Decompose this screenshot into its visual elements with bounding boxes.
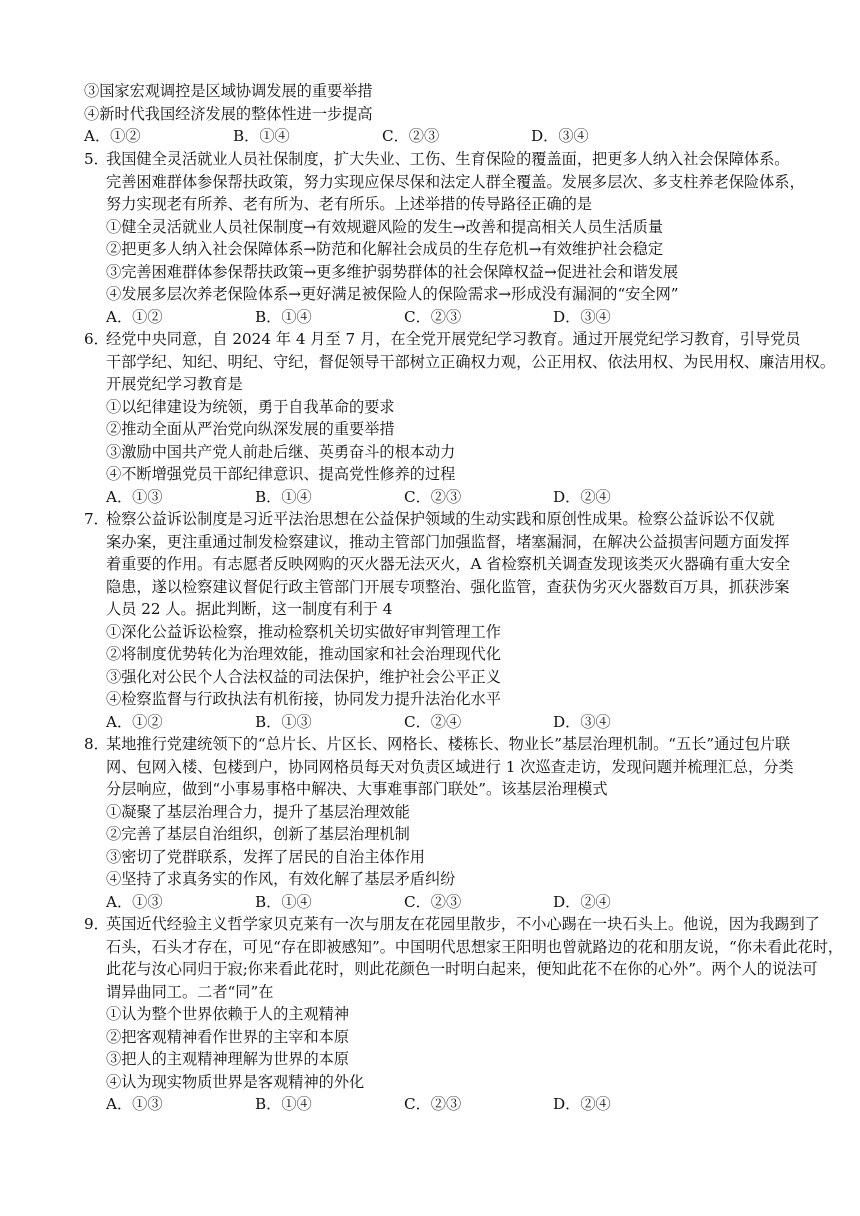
question-stem-line: 努力实现老有所养、老有所为、老有所乐。上述举措的传导路径正确的是	[106, 195, 592, 213]
question-9	[84, 913, 844, 1116]
question-number: 6．	[84, 330, 109, 348]
question-7	[84, 508, 791, 733]
option-d: D．②④	[553, 487, 611, 506]
question-stem-line: 着重要的作用。有志愿者反映网购的灭火器无法灭火，A 省检察机关调查发现该类灭火器确有重大安全	[106, 555, 791, 573]
statement-item: ②推动全面从严治党向纵深发展的重要举措	[106, 420, 395, 438]
option-d: D．③④	[553, 712, 611, 731]
statement-item: ③强化对公民个人合法权益的司法保护，维护社会公平正义	[106, 667, 501, 686]
statement-item: ④认为现实物质世界是客观精神的外化	[106, 1072, 365, 1091]
statement-item: ③密切了党群联系，发挥了居民的自治主体作用	[106, 847, 425, 866]
question-8	[84, 733, 794, 913]
option-b: B．①④	[233, 127, 290, 145]
option-c: C．②③	[404, 307, 462, 326]
statement-item: ③激励中国共产党人前赴后继、英勇奋斗的根本动力	[106, 442, 456, 461]
statement-item: ④不断增强党员干部纪律意识、提高党性修养的过程	[106, 465, 456, 483]
statement-item: ④坚持了求真务实的作风，有效化解了基层矛盾纠纷	[106, 870, 456, 888]
question-5	[84, 148, 805, 328]
option-c: C．②④	[404, 712, 462, 731]
answer-options	[84, 125, 784, 148]
statement-item: ④发展多层次养老保险体系→更好满足被保险人的保险需求→形成没有漏洞的“安全网”	[106, 285, 679, 303]
option-a: A．①②	[84, 127, 141, 145]
question-stem-line: 网、包网入楼、包楼到户，协同网格员每天对负责区域进行 1 次巡查走访，发现问题并梳理汇总，分类	[106, 757, 794, 776]
question-4-tail	[84, 80, 784, 148]
answer-options	[84, 711, 784, 734]
statement-item: ③把人的主观精神理解为世界的本原	[106, 1050, 349, 1068]
option-d: D．③④	[553, 307, 611, 326]
question-stem-line: 完善困难群体参保帮扶政策，努力实现应保尽保和法定人群全覆盖。发展多层次、多支柱养老保险体系，	[106, 172, 805, 191]
statement-item: ①认为整个世界依赖于人的主观精神	[106, 1005, 349, 1023]
option-d: D．②④	[553, 1095, 611, 1113]
question-number: 5．	[84, 150, 109, 168]
question-stem-line: 7．检察公益诉讼制度是习近平法治思想在公益保护领域的生动实践和原创性成果。检察公益诉讼不仅就	[84, 508, 784, 531]
option-a: A．①②	[106, 307, 163, 326]
statement-item: ②完善了基层自治组织，创新了基层治理机制	[106, 825, 410, 843]
statement-item: ②将制度优势转化为治理效能，推动国家和社会治理现代化	[106, 645, 501, 663]
question-stem-line: 干部学纪、知纪、明纪、守纪，督促领导干部树立正确权力观，公正用权、依法用权、为民用权、廉洁用权。	[106, 352, 835, 371]
option-b: B．①④	[255, 307, 312, 326]
question-stem-line: 案办案，更注重通过制发检察建议，推动主管部门加强监督，堵塞漏洞，在解决公益损害问题方面发挥	[106, 532, 790, 551]
statement-item: ③完善困难群体参保帮扶政策→更多维护弱势群体的社会保障权益→促进社会和谐发展	[106, 262, 679, 281]
question-stem-line: 6．经党中央同意，自 2024 年 4 月至 7 月，在全党开展党纪学习教育。通过开展党纪学习教育，引导党员	[84, 328, 784, 351]
statement-item: ①凝聚了基层治理合力，提升了基层治理效能	[106, 802, 410, 821]
option-a: A．①③	[106, 487, 163, 506]
option-a: A．①②	[106, 712, 163, 731]
option-b: B．①④	[255, 487, 312, 506]
item-3: ③国家宏观调控是区域协调发展的重要举措	[84, 82, 373, 100]
option-d: D．②④	[553, 892, 611, 911]
answer-options	[84, 306, 784, 329]
question-stem-line: 9．英国近代经验主义哲学家贝克莱有一次与朋友在花园里散步，不小心踢在一块石头上。他说，因为我踢到了	[84, 913, 784, 936]
question-stem-line: 此花与汝心同归于寂;你来看此花时，则此花颜色一时明白起来，便知此花不在你的心外”。两个人的说法可	[106, 960, 818, 978]
answer-options	[84, 891, 784, 914]
option-b: B．①③	[255, 712, 312, 731]
option-d: D．③④	[531, 127, 589, 145]
option-b: B．①④	[255, 1095, 312, 1113]
option-b: B．①④	[255, 892, 312, 911]
statement-item: ②把更多人纳入社会保障体系→防范和化解社会成员的生存危机→有效维护社会稳定	[106, 240, 664, 258]
question-number: 7．	[84, 510, 109, 528]
statement-item: ①以纪律建设为统领，勇于自我革命的要求	[106, 397, 395, 416]
option-c: C．②③	[404, 892, 462, 911]
question-stem-line: 石头，石头才存在，可见“存在即被感知”。中国明代思想家王阳明也曾就路边的花和朋友说，“你未看此花时，	[106, 937, 844, 956]
question-stem-line: 谓异曲同工。二者“同”在	[106, 982, 274, 1001]
question-number: 9．	[84, 915, 109, 933]
question-stem-line: 隐患，遂以检察建议督促行政主管部门开展专项整治、强化监管，查获伪劣灭火器数百万具，抓获涉案	[106, 577, 790, 596]
question-stem-line: 分层响应，做到“小事易事格中解决、大事难事部门联处”。该基层治理模式	[106, 780, 608, 798]
question-number: 8．	[84, 735, 109, 753]
option-c: C．②③	[382, 127, 440, 145]
option-a: A．①③	[106, 892, 163, 911]
question-6	[84, 328, 835, 508]
question-stem-line: 人员 22 人。据此判断，这一制度有利于 4	[106, 600, 393, 618]
statement-item: ①健全灵活就业人员社保制度→有效规避风险的发生→改善和提高相关人员生活质量	[106, 217, 664, 236]
statement-item: ①深化公益诉讼检察，推动检察机关切实做好审判管理工作	[106, 622, 501, 641]
question-stem-line: 8．某地推行党建统领下的“总片长、片区长、网格长、楼栋长、物业长”基层治理机制。“五长”通过包片联	[84, 733, 784, 756]
answer-options	[84, 486, 784, 509]
statement-item: ②把客观精神看作世界的主宰和本原	[106, 1027, 349, 1046]
statement-item: ④检察监督与行政执法有机衔接，协同发力提升法治化水平	[106, 690, 501, 708]
question-stem-line: 开展党纪学习教育是	[106, 375, 243, 393]
item-4: ④新时代我国经济发展的整体性进一步提高	[84, 104, 373, 123]
answer-options	[84, 1093, 784, 1116]
option-a: A．①③	[106, 1095, 163, 1113]
option-c: C．②③	[404, 487, 462, 506]
option-c: C．②③	[404, 1095, 462, 1113]
question-stem-line: 5．我国健全灵活就业人员社保制度，扩大失业、工伤、生育保险的覆盖面，把更多人纳入社会保障体系。	[84, 148, 784, 171]
